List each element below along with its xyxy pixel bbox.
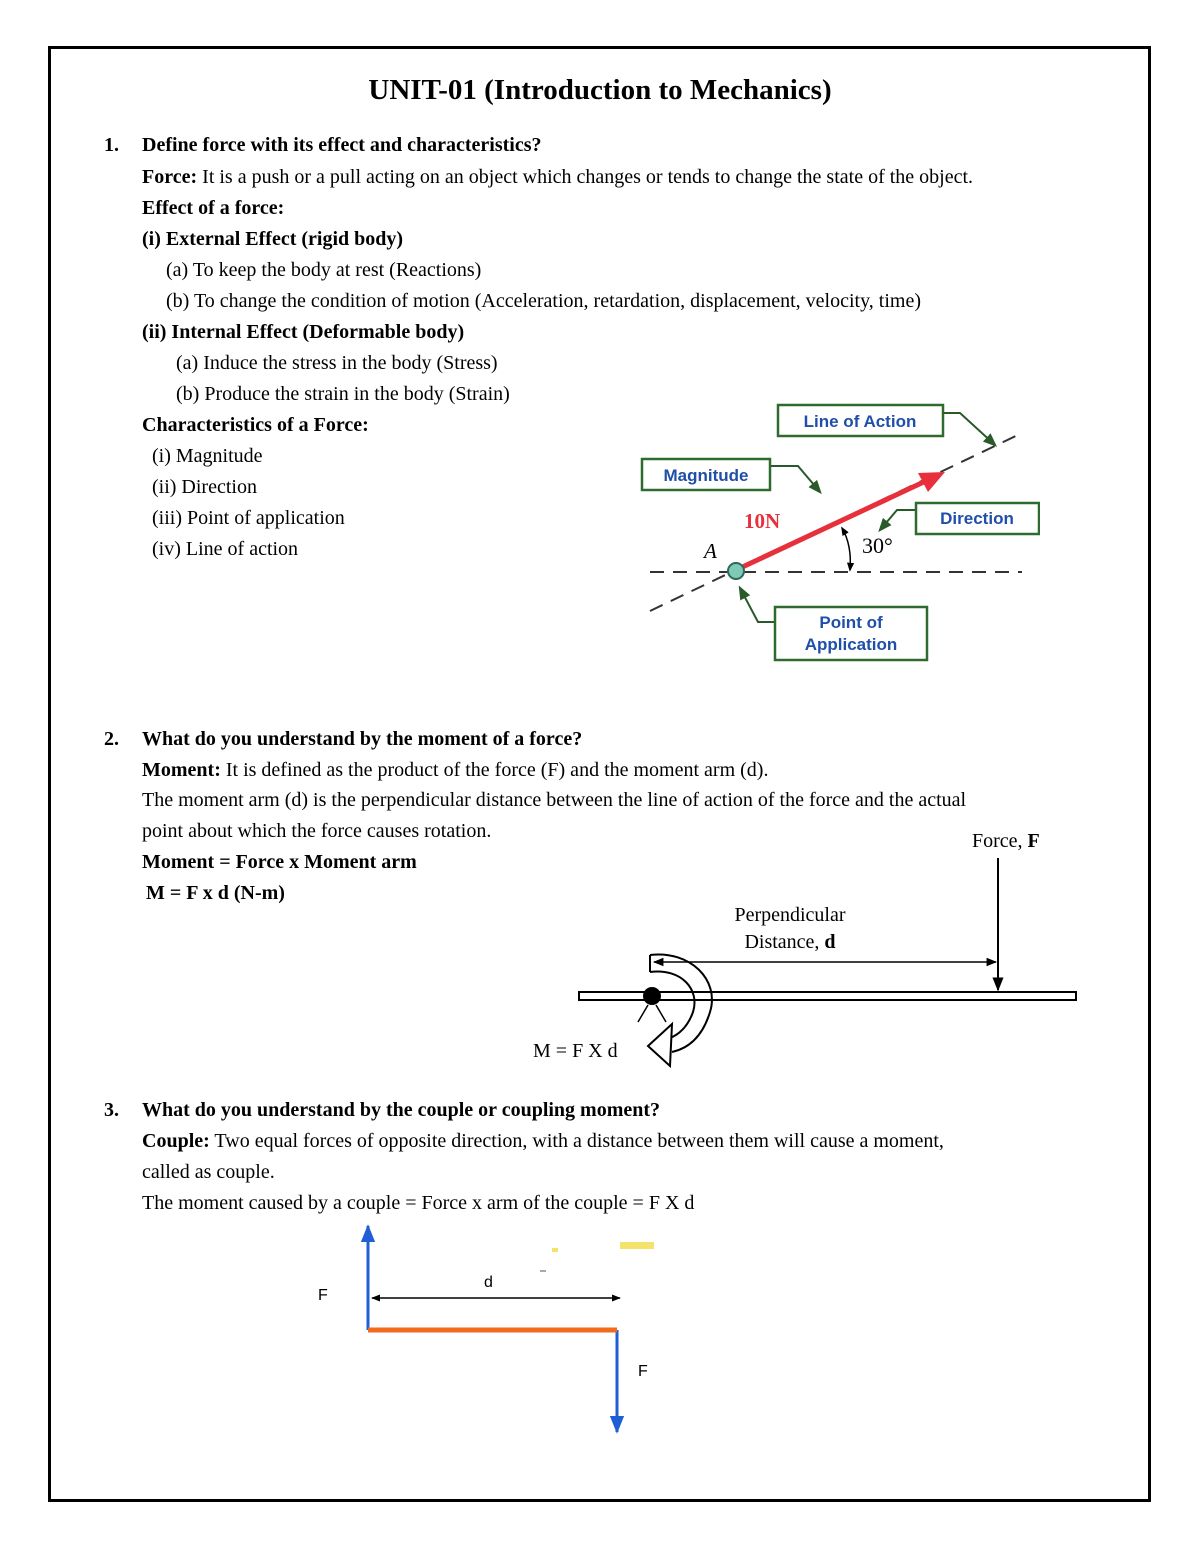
point-label: A xyxy=(704,539,717,563)
char-heading: Characteristics of a Force: xyxy=(142,414,369,436)
char-item: (iv) Line of action xyxy=(152,538,299,560)
char-item: (i) Magnitude xyxy=(152,445,263,467)
moment-def: It is defined as the product of the force (F) and the moment arm (d). xyxy=(220,759,769,781)
line-of-action-pointer xyxy=(943,413,995,445)
internal-a: (a) Induce the stress in the body (Stress) xyxy=(176,352,498,374)
moment-figure xyxy=(570,825,1085,1070)
left-force-label: F xyxy=(318,1287,328,1304)
point-of-application-pointer xyxy=(740,588,774,622)
perpendicular-label-2: Distance, d xyxy=(744,931,836,953)
pivot-support-right xyxy=(656,1005,666,1022)
char-item: (ii) Direction xyxy=(152,476,257,498)
moment-arrowhead xyxy=(648,1024,672,1066)
angle-label: 30° xyxy=(862,533,893,558)
magnitude-pointer xyxy=(771,466,820,492)
couple-def-line-2: called as couple. xyxy=(142,1161,275,1183)
moment-formula-words: Moment = Force x Moment arm xyxy=(142,851,417,873)
moment-arm-line-1: The moment arm (d) is the perpendicular distance between the line of action of the force and the actual xyxy=(142,789,967,811)
q3-question: What do you understand by the couple or coupling moment? xyxy=(142,1099,661,1121)
moment-arm-line-2: point about which the force causes rotation. xyxy=(142,820,492,842)
force-term: Force: xyxy=(142,166,198,188)
q3-couple-definition xyxy=(142,1130,944,1153)
q1-force-definition xyxy=(142,166,973,189)
point-a-marker xyxy=(728,563,744,579)
perpendicular-label-1: Perpendicular xyxy=(734,904,846,926)
moment-formula-symbols: M = F x d (N-m) xyxy=(146,882,285,904)
couple-moment-line: The moment caused by a couple = Force x arm of the couple = F X d xyxy=(142,1192,695,1214)
effect-heading: Effect of a force: xyxy=(142,197,285,219)
distance-label: d xyxy=(484,1274,493,1291)
moment-term: Moment: xyxy=(142,759,221,781)
direction-label: Direction xyxy=(940,509,1014,528)
direction-pointer xyxy=(880,510,915,530)
force-characteristics-figure xyxy=(600,395,1040,670)
stray-mark xyxy=(620,1242,654,1249)
couple-def: Two equal forces of opposite direction, with a distance between them will cause a moment, xyxy=(209,1130,944,1152)
force-def: It is a push or a pull acting on an object which changes or tends to change the state of the object. xyxy=(197,166,974,188)
magnitude-label: Magnitude xyxy=(663,466,749,485)
pivot-point xyxy=(643,987,661,1005)
external-heading: (i) External Effect (rigid body) xyxy=(142,228,404,250)
right-force-label: F xyxy=(638,1363,648,1380)
q2-question: What do you understand by the moment of a force? xyxy=(142,728,583,750)
internal-heading: (ii) Internal Effect (Deformable body) xyxy=(142,321,465,343)
char-item: (iii) Point of application xyxy=(152,507,345,529)
external-a: (a) To keep the body at rest (Reactions) xyxy=(166,259,482,281)
couple-figure xyxy=(300,1220,680,1440)
q1-question: Define force with its effect and characteristics? xyxy=(142,134,542,156)
stray-mark xyxy=(552,1248,558,1252)
q3-number: 3. xyxy=(104,1099,119,1121)
moment-equation-label: M = F X d xyxy=(533,1040,618,1062)
point-of-application-label-1: Point of xyxy=(819,613,883,632)
line-of-action-label: Line of Action xyxy=(803,412,917,431)
force-label: Force, F xyxy=(972,830,1040,852)
page-title: UNIT-01 (Introduction to Mechanics) xyxy=(368,74,832,106)
point-of-application-label-2: Application xyxy=(804,635,898,654)
angle-arc xyxy=(842,528,850,570)
q1-number: 1. xyxy=(104,134,119,156)
pivot-support-left xyxy=(638,1005,648,1022)
q2-moment-definition xyxy=(142,759,768,782)
q2-number: 2. xyxy=(104,728,119,750)
internal-b: (b) Produce the strain in the body (Strain) xyxy=(176,383,510,405)
force-value: 10N xyxy=(744,509,781,533)
external-b: (b) To change the condition of motion (Acceleration, retardation, displacement, velocity, time) xyxy=(166,290,922,312)
couple-term: Couple: xyxy=(142,1130,210,1152)
